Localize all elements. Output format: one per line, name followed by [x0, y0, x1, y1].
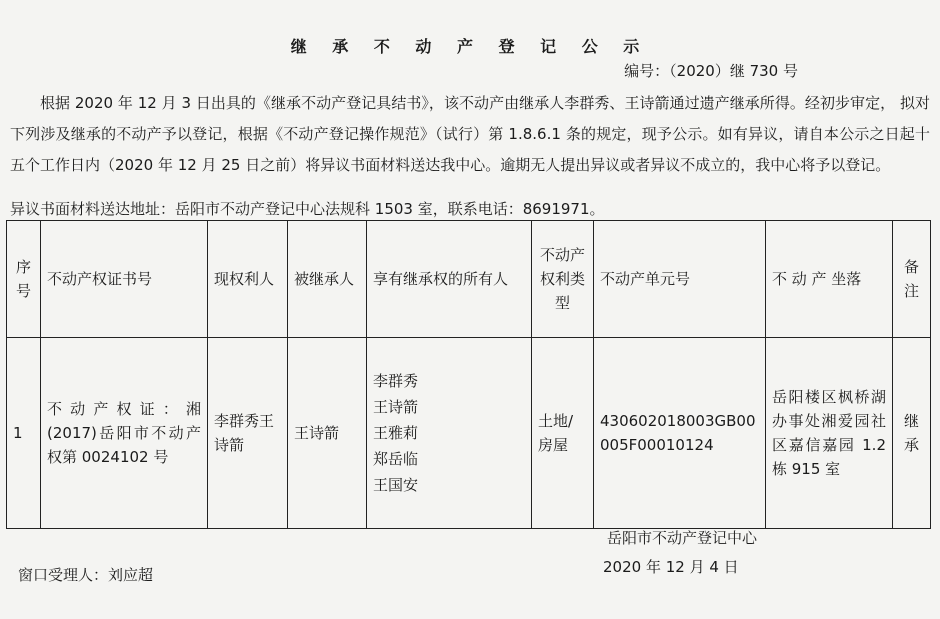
- header-right-type: 不动产权利类型: [532, 221, 594, 338]
- header-remark: 备注: [893, 221, 931, 338]
- table-row: [7, 338, 931, 529]
- header-current-owner: 现权利人: [208, 221, 288, 338]
- header-seq: 序号: [7, 221, 41, 338]
- header-cert-no: 不动产权证书号: [41, 221, 208, 338]
- heir-name: 李群秀: [373, 372, 419, 390]
- cell-remark: 继承: [893, 338, 931, 529]
- table-header-row: [7, 221, 931, 338]
- header-decedent: 被继承人: [288, 221, 367, 338]
- cell-unit-no: 430602018003GB00005F00010124: [594, 338, 766, 529]
- registration-table: [6, 220, 931, 529]
- cell-location: 岳阳楼区枫桥湖办事处湘爱园社区嘉信嘉园 1.2 栋 915 室: [766, 338, 893, 529]
- header-location: 不 动 产 坐落: [766, 221, 893, 338]
- issuing-organization: 岳阳市不动产登记中心: [607, 529, 758, 547]
- cell-right-type: 土地/房屋: [532, 338, 594, 529]
- cell-decedent: 王诗箭: [288, 338, 367, 529]
- objection-address: 异议书面材料送达地址：岳阳市不动产登记中心法规科 1503 室，联系电话：8691971。: [10, 200, 605, 218]
- document-number: 编号：（2020）继 730 号: [624, 62, 798, 80]
- heir-name: 郑岳临: [373, 450, 419, 468]
- issue-date: 2020 年 12 月 4 日: [603, 558, 739, 576]
- heir-name: 王国安: [373, 476, 419, 494]
- cell-cert-no: 不动产权证：湘(2017)岳阳市不动产权第 0024102 号: [41, 338, 208, 529]
- cell-seq: 1: [7, 338, 41, 529]
- cell-current-owner: 李群秀王诗箭: [208, 338, 288, 529]
- header-heirs: 享有继承权的所有人: [367, 221, 532, 338]
- cell-heirs: [367, 338, 532, 529]
- notice-paragraph: 根据 2020 年 12 月 3 日出具的《继承不动产登记具结书》，该不动产由继承人李群秀、王诗箭通过遗产继承所得。经初步审定， 拟对下列涉及继承的不动产予以登记，根据《不动产登记操作规范》（试行）第 1.8.6.1 条的规定，现予公示。如有异议，请自本公示之日起十五个工作日内（2020 年 12 月 25 日之前）将异议书面材料送达我中心。逾期无人提出异议或者异议不成立的，我中心将予以登记。: [10, 94, 930, 174]
- heir-name: 王诗箭: [373, 398, 419, 416]
- heir-name: 王雅莉: [373, 424, 419, 442]
- document-title: 继 承 不 动 产 登 记 公 示: [290, 37, 650, 56]
- header-unit-no: 不动产单元号: [594, 221, 766, 338]
- window-receiver: 窗口受理人：刘应超: [18, 566, 154, 584]
